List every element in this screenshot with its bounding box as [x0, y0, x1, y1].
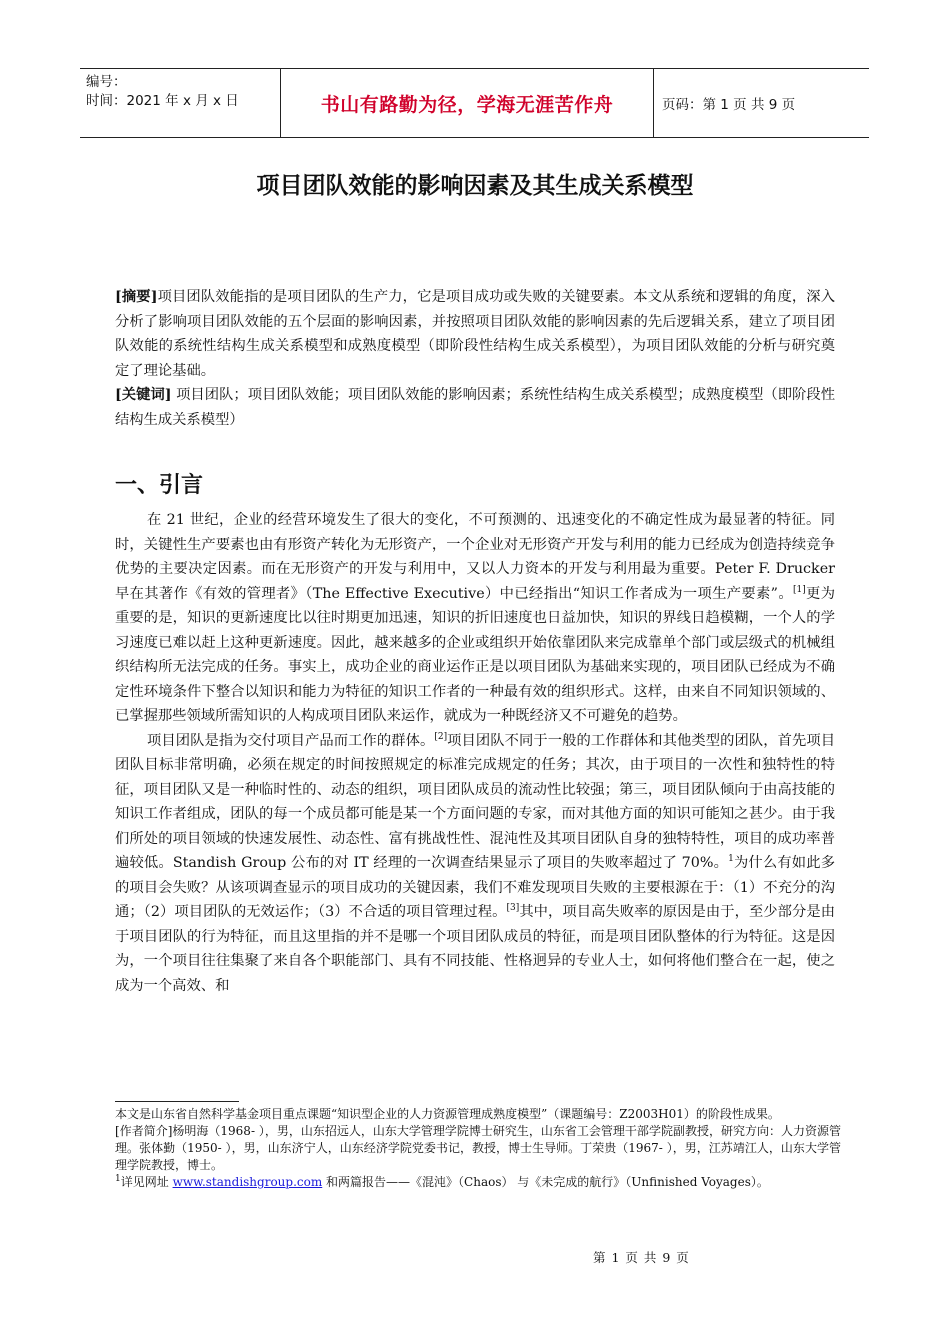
keywords-text: 项目团队；项目团队效能；项目团队效能的影响因素；系统性结构生成关系模型；成熟度模型（即阶段性结构生成关系模型） [115, 387, 835, 428]
header-meta-cell [80, 69, 281, 137]
footnote-text: 和两篇报告——《混沌》（Chaos） 与《未完成的航行》（Unfinished Voyages）。 [322, 1175, 769, 1189]
footnote-text: 详见网址 [120, 1175, 173, 1189]
section-heading: 一、引言 [115, 473, 204, 498]
standish-link[interactable]: www.standishgroup.com [172, 1175, 323, 1189]
page-header-table [80, 68, 869, 138]
abstract-text: 项目团队效能指的是项目团队的生产力，它是项目成功或失败的关键要素。本文从系统和逻辑的角度，深入分析了影响项目团队效能的五个层面的影响因素，并按照项目团队效能的影响因素的先后逻辑关系，建立了项目团队效能的系统性结构生成关系模型和成熟度模型（即阶段性结构生成关系模型），为项目团队效能的分析与研究奠定了理论基础。 [115, 289, 835, 379]
paragraph-text: 在 21 世纪，企业的经营环境发生了很大的变化，不可预测的、迅速变化的不确定性成为最显著的特征。同时，关键性生产要素也由有形资产转化为无形资产，一个企业对无形资产开发与利用的能力已经成为创造持续竞争优势的主要决定因素。而在无形资产的开发与利用中，又以人力资本的开发与利用最为重要。Peter F. Drucker 早在其著作《有效的管理者》（The Effective Executive）中已经指出“知识工作者成为一项生产要素”。 [115, 512, 835, 602]
paragraph-text: 为什么有如此多的项目会失败？从该项调查显示的项目成功的关键因素，我们不难发现项目失败的主要根源在于：（1）不充分的沟通；（2）项目团队的无效运作；（3）不合适的项目管理过程。 [115, 855, 836, 920]
paragraph-text: 项目团队不同于一般的工作群体和其他类型的团队，首先项目团队目标非常明确，必须在规定的时间按照规定的标准完成规定的任务；其次，由于项目的一次性和独特性的特征，项目团队又是一种临时性的、动态的组织，项目团队成员的流动性比较强；第三，项目团队倾向于由高技能的知识工作者组成，团队的每一个成员都可能是某一个方面问题的专家，而对其他方面的知识可能知之甚少。由于我们所处的项目领域的快速发展性、动态性、富有挑战性性、混沌性及其项目团队自身的独特特性，项目的成功率普遍较低。Standish Group 公布的对 IT 经理的一次调查结果显示了项目的失败率超过了 70%。 [115, 732, 836, 871]
paragraph [115, 729, 835, 999]
footnote-1 [115, 1174, 841, 1191]
abstract-label: [摘要] [115, 289, 158, 305]
footnote-authors: [作者简介]杨明海（1968- ），男，山东招远人，山东大学管理学院博士研究生，山东省工会管理干部学院副教授，研究方向：人力资源管理。张体勤（1950- ），男，山东济宁人，山东经济学院党委书记，教授，博士生导师。丁荣贵（1967- ），男，江苏靖江人，山东大学管理学院教授，博士。 [115, 1124, 841, 1172]
footnote-fund: 本文是山东省自然科学基金项目重点课题“知识型企业的人力资源管理成熟度模型”（课题编号：Z2003H01）的阶段性成果。 [115, 1107, 780, 1121]
citation-ref: [3] [506, 903, 520, 914]
citation-ref: [1] [792, 584, 806, 595]
abstract-block [115, 285, 835, 383]
paragraph [115, 508, 835, 729]
keywords-block [115, 383, 835, 432]
footnotes [115, 1106, 841, 1191]
paragraph-text: 更为重要的是，知识的更新速度比以往时期更加迅速，知识的折旧速度也日益加快，知识的界线日趋模糊，一个人的学习速度已难以赶上这种更新速度。因此，越来越多的企业或组织开始依靠团队来完成靠单个部门或层级式的机械组织结构所无法完成的任务。事实上，成功企业的商业运作正是以项目团队为基础来实现的，项目团队已经成为不确定性环境条件下整合以知识和能力为特征的知识工作者的一种最有效的组织形式。这样，由来自不同知识领域的、已掌握那些领域所需知识的人构成项目团队来运作，就成为一种既经济又不可避免的趋势。 [115, 585, 835, 724]
paragraph-text: 其中，项目高失败率的原因是由于，至少部分是由于项目团队的行为特征，而且这里指的并不是哪一个项目团队成员的特征，而是项目团队整体的行为特征。这是因为，一个项目往往集聚了来自各个职能部门、具有不同技能、性格迥异的专业人士，如何将他们整合在一起，使之成为一个高效、和 [115, 904, 836, 994]
header-date: 时间：2021 年 x 月 x 日 [86, 93, 239, 109]
footnote-divider [115, 1101, 239, 1102]
paragraph-text: 项目团队是指为交付项目产品而工作的群体。 [147, 732, 435, 749]
header-page-info: 页码：第 1 页 共 9 页 [662, 97, 796, 113]
keywords-label: [关键词] [115, 387, 172, 403]
header-motto: 书山有路勤为径，学海无涯苦作舟 [281, 69, 654, 137]
footnote-mark: 1 [115, 1174, 121, 1184]
section-body [115, 508, 835, 998]
footnote-mark[interactable]: 1 [728, 854, 734, 865]
header-code-label: 编号： [86, 74, 127, 90]
document-title: 项目团队效能的影响因素及其生成关系模型 [256, 173, 694, 199]
citation-ref: [2] [434, 731, 448, 742]
page-number: 第 1 页 共 9 页 [593, 1250, 690, 1265]
